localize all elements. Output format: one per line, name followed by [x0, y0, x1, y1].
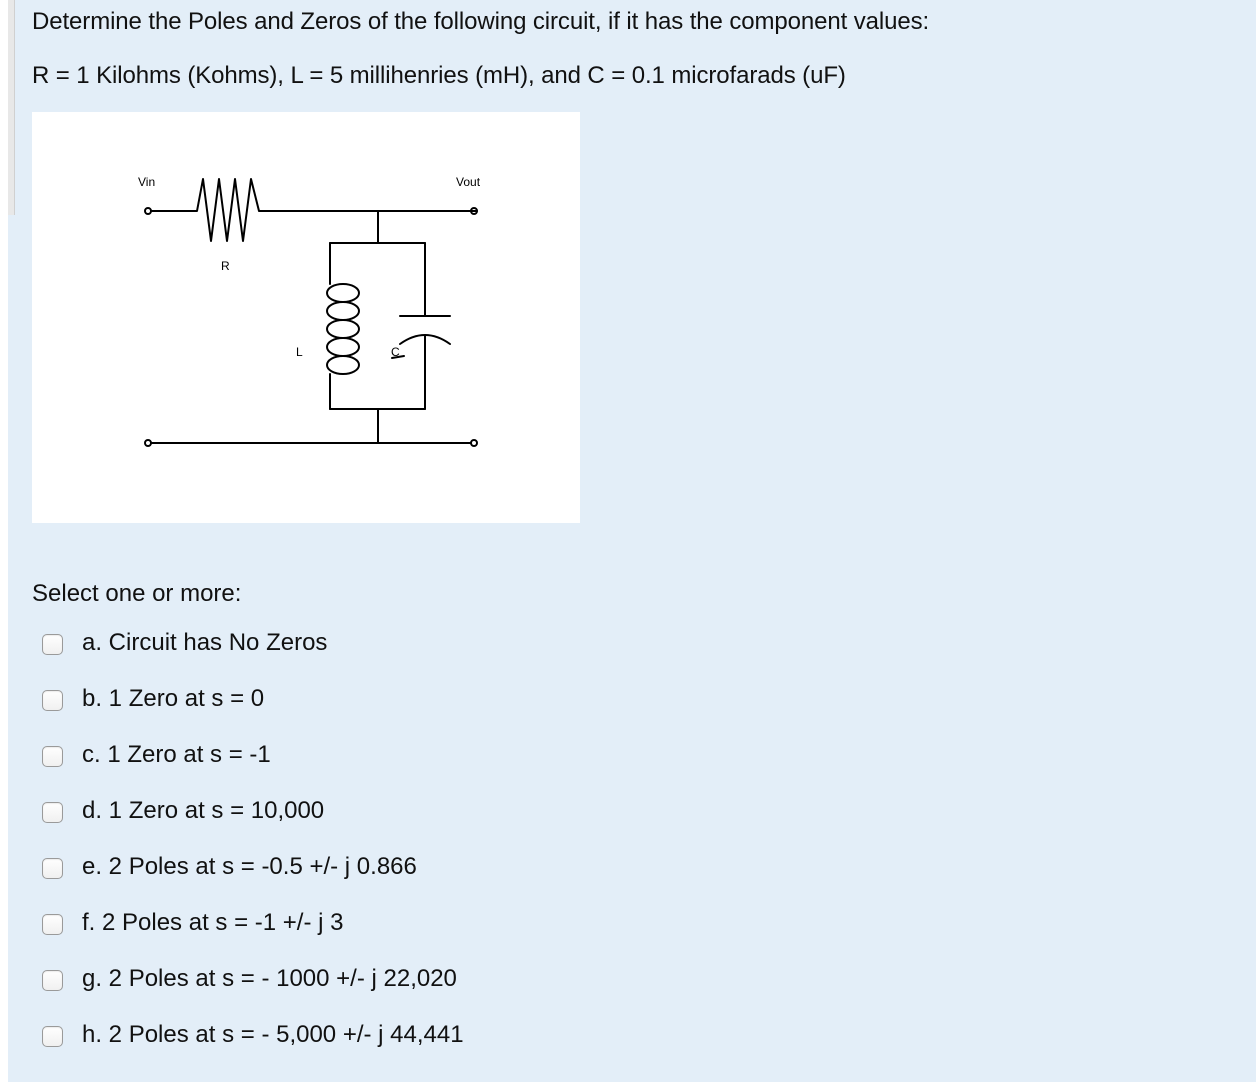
inductor-label: L [296, 345, 303, 359]
answer-label-h[interactable]: h. 2 Poles at s = - 5,000 +/- j 44,441 [82, 1021, 464, 1048]
answer-label-c[interactable]: c. 1 Zero at s = -1 [82, 741, 271, 768]
checkbox-c[interactable] [42, 746, 63, 767]
ground-terminal-right [471, 440, 477, 446]
answer-label-b[interactable]: b. 1 Zero at s = 0 [82, 685, 265, 712]
left-edge-bar [8, 0, 15, 215]
answer-label-f[interactable]: f. 2 Poles at s = -1 +/- j 3 [82, 909, 344, 936]
question-text-line-1: Determine the Poles and Zeros of the following circuit, if it has the component values: [32, 8, 930, 35]
checkbox-g[interactable] [42, 970, 63, 991]
answer-option-c[interactable] [42, 740, 842, 796]
question-text-line-2: R = 1 Kilohms (Kohms), L = 5 millihenries (mH), and C = 0.1 microfarads (uF) [32, 62, 846, 89]
checkbox-f[interactable] [42, 914, 63, 935]
answer-label-g[interactable]: g. 2 Poles at s = - 1000 +/- j 22,020 [82, 965, 457, 992]
checkbox-b[interactable] [42, 690, 63, 711]
answer-option-e[interactable] [42, 852, 842, 908]
checkbox-d[interactable] [42, 802, 63, 823]
vout-label: Vout [456, 175, 481, 189]
answer-label-d[interactable]: d. 1 Zero at s = 10,000 [82, 797, 325, 824]
circuit-diagram [32, 112, 580, 523]
answer-option-d[interactable] [42, 796, 842, 852]
answer-option-f[interactable] [42, 908, 842, 964]
inductor-symbol [327, 243, 359, 409]
question-page [8, 0, 1256, 1082]
answer-option-a[interactable] [42, 628, 842, 684]
circuit-svg [32, 112, 580, 523]
resistor-symbol [151, 179, 477, 241]
capacitor-label: C [391, 345, 400, 359]
answer-option-b[interactable] [42, 684, 842, 740]
select-prompt: Select one or more: [32, 580, 242, 607]
vin-label: Vin [138, 175, 156, 189]
checkbox-a[interactable] [42, 634, 63, 655]
answer-list [42, 628, 842, 1076]
capacitor-symbol [392, 243, 450, 409]
answer-option-h[interactable] [42, 1020, 842, 1076]
answer-label-a[interactable]: a. Circuit has No Zeros [82, 629, 328, 656]
checkbox-h[interactable] [42, 1026, 63, 1047]
checkbox-e[interactable] [42, 858, 63, 879]
answer-label-e[interactable]: e. 2 Poles at s = -0.5 +/- j 0.866 [82, 853, 417, 880]
answer-option-g[interactable] [42, 964, 842, 1020]
resistor-label: R [221, 259, 230, 273]
